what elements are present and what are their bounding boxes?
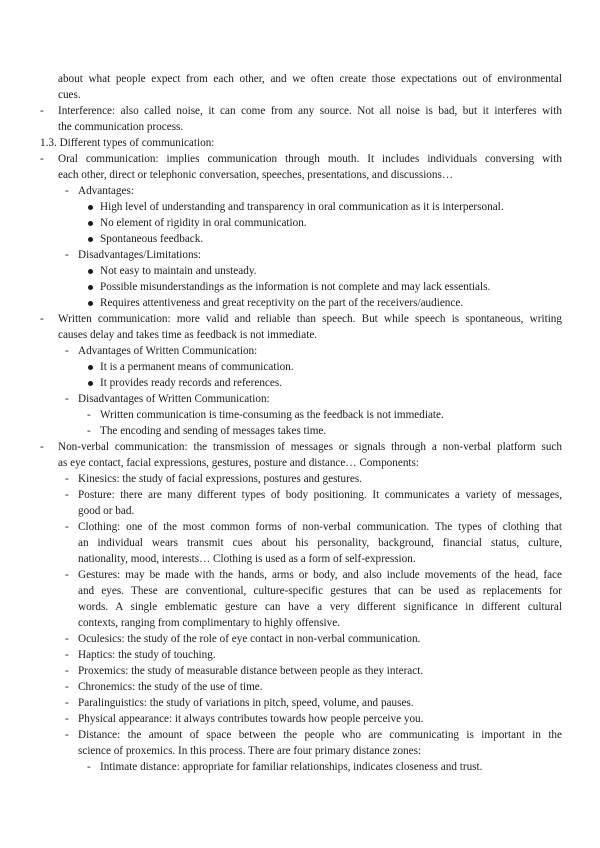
dash-marker: - xyxy=(65,697,69,709)
dash-marker: - xyxy=(40,313,44,325)
text-line: Disadvantages/Limitations: xyxy=(78,249,202,261)
text-line: Non-verbal communication: the transmission of messages or signals through a non-verbal platform such xyxy=(58,441,562,453)
dash-marker: - xyxy=(87,425,91,437)
dash-marker: - xyxy=(87,409,91,421)
dash-marker: - xyxy=(87,761,91,773)
text-line: Physical appearance: it always contributes towards how people perceive you. xyxy=(78,713,424,725)
text-line: High level of understanding and transparency in oral communication as it is interpersonal. xyxy=(100,201,504,213)
dash-marker: - xyxy=(65,713,69,725)
text-line: Written communication: more valid and reliable than speech. But while speech is spontaneous, writing xyxy=(58,313,562,325)
text-line: No element of rigidity in oral communication. xyxy=(100,217,307,229)
dash-marker: - xyxy=(65,489,69,501)
text-line: as eye contact, facial expressions, gestures, posture and distance… Components: xyxy=(58,457,420,469)
bullet-dot xyxy=(88,269,93,274)
text-line: Possible misunderstandings as the information is not complete and may lack essentials. xyxy=(100,281,491,293)
text-line: Disadvantages of Written Communication: xyxy=(78,393,270,405)
dash-marker: - xyxy=(65,345,69,357)
text-line: Spontaneous feedback. xyxy=(100,233,204,245)
text-line: Chronemics: the study of the use of time. xyxy=(78,681,263,693)
text-line: Written communication is time-consuming as the feedback is not immediate. xyxy=(100,409,444,421)
text-line: Posture: there are many different types of body positioning. It communicates a variety of messages, xyxy=(78,489,562,501)
text-line: the communication process. xyxy=(58,121,184,133)
dash-marker: - xyxy=(65,521,69,533)
text-line: Intimate distance: appropriate for familiar relationships, indicates closeness and trust. xyxy=(100,761,483,773)
text-line: cues. xyxy=(58,89,81,101)
text-line: Gestures: may be made with the hands, arms or body, and also include movements of the head, face xyxy=(78,569,562,581)
text-line: Interference: also called noise, it can come from any source. Not all noise is bad, but it interferes with xyxy=(58,105,562,117)
text-line: It is a permanent means of communication. xyxy=(100,361,294,373)
dash-marker: - xyxy=(40,105,44,117)
text-line: The encoding and sending of messages takes time. xyxy=(100,425,327,437)
text-line: words. A single emblematic gesture can have a very different significance in different cultural xyxy=(78,601,562,613)
bullet-dot xyxy=(88,205,93,210)
dash-marker: - xyxy=(65,393,69,405)
text-line: nationality, mood, interests… Clothing is used as a form of self-expression. xyxy=(78,553,416,565)
section-heading: 1.3. Different types of communication: xyxy=(40,137,215,149)
text-line: Oral communication: implies communication through mouth. It includes individuals conversing with xyxy=(58,153,562,165)
text-line: Not easy to maintain and unsteady. xyxy=(100,265,257,277)
text-line: Paralinguistics: the study of variations in pitch, speed, volume, and pauses. xyxy=(78,697,414,709)
text-line: Haptics: the study of touching. xyxy=(78,649,216,661)
text-line: science of proxemics. In this process. There are four primary distance zones: xyxy=(78,745,422,757)
dash-marker: - xyxy=(40,153,44,165)
bullet-dot xyxy=(88,237,93,242)
text-line: each other, direct or telephonic conversation, speeches, presentations, and discussions… xyxy=(58,169,454,181)
bullet-dot xyxy=(88,365,93,370)
dash-marker: - xyxy=(65,249,69,261)
text-line: causes delay and takes time as feedback is not immediate. xyxy=(58,329,318,341)
bullet-dot xyxy=(88,301,93,306)
dash-marker: - xyxy=(65,569,69,581)
text-line: about what people expect from each other, and we often create those expectations out of environmental xyxy=(58,73,562,85)
text-line: Advantages: xyxy=(78,185,134,197)
dash-marker: - xyxy=(65,185,69,197)
text-line: contexts, ranging from complimentary to highly offensive. xyxy=(78,617,341,629)
dash-marker: - xyxy=(65,729,69,741)
text-line: Proxemics: the study of measurable distance between people as they interact. xyxy=(78,665,424,677)
dash-marker: - xyxy=(65,681,69,693)
text-line: It provides ready records and references. xyxy=(100,377,283,389)
dash-marker: - xyxy=(65,649,69,661)
text-line: Kinesics: the study of facial expressions, postures and gestures. xyxy=(78,473,362,485)
text-line: and eyes. These are conventional, culture-specific gestures that can be used as replacements for xyxy=(78,585,562,597)
text-line: Oculesics: the study of the role of eye contact in non-verbal communication. xyxy=(78,633,421,645)
dash-marker: - xyxy=(40,441,44,453)
text-line: Advantages of Written Communication: xyxy=(78,345,258,357)
dash-marker: - xyxy=(65,473,69,485)
bullet-dot xyxy=(88,221,93,226)
bullet-dot xyxy=(88,285,93,290)
text-line: an individual wears transmit cues about his personality, background, financial status, culture, xyxy=(78,537,562,549)
text-line: Requires attentiveness and great receptivity on the part of the receivers/audience. xyxy=(100,297,464,309)
text-line: Clothing: one of the most common forms of non-verbal communication. The types of clothing that xyxy=(78,521,562,533)
text-line: good or bad. xyxy=(78,505,135,517)
dash-marker: - xyxy=(65,665,69,677)
text-line: Distance: the amount of space between the people who are communicating is important in the xyxy=(78,729,562,741)
dash-marker: - xyxy=(65,633,69,645)
bullet-dot xyxy=(88,381,93,386)
